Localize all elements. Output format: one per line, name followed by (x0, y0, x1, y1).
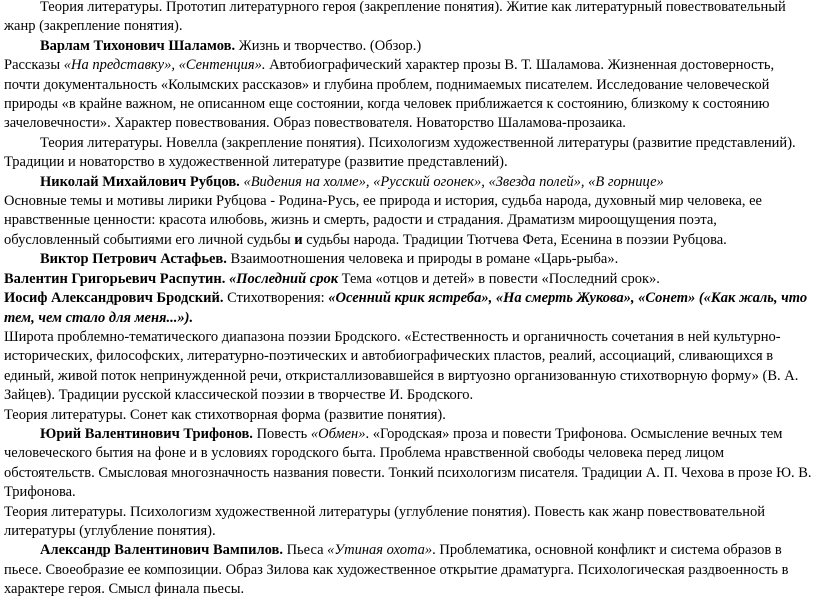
paragraph-rubtsov-body (4, 192, 812, 250)
author-name: Валентин Григорьевич Распутин. (4, 270, 226, 287)
text: Основные темы и мотивы лирики Рубцова - Родина-Русь, ее природа и история, судьба народа, духовный мир человека, ее нравственные ценности: красота илюбовь, жизнь и смерть, радости и страдания. Драматизм мироощущения поэта, обусловленный событиями его личной судьбы (4, 193, 762, 248)
paragraph-rubtsov-heading (4, 173, 812, 192)
work-titles: «Видения на холме», «Русский огонек», «Звезда полей», «В горнице» (239, 173, 664, 190)
paragraph-theory-1 (4, 0, 812, 37)
author-name: Александр Валентинович Вампилов. (40, 542, 283, 559)
text: судьбы народа. Традиции Тютчева Фета, Есенина в поэзии Рубцова. (302, 231, 727, 248)
text: Жизнь и творчество. (Обзор.) (235, 37, 422, 54)
emphasis: и (294, 231, 303, 248)
paragraph-theory-sonnet (4, 406, 812, 425)
author-name: Николай Михайлович Рубцов. (40, 173, 240, 190)
paragraph-shalamov-heading (4, 37, 812, 56)
text: Автобиографический характер прозы В. Т. Шаламова. Жизненная достоверность, почти документальность «Колымских рассказов» и глубина проблем, поднимаемых писателем. Исследование человеческой природы «в крайне важном, не описанном еще состоянии, когда человек приближается к состоянию, близкому к состоянию зачеловечности». Характер повествования. Образ повествователя. Новаторство Шаламова-прозаика. (4, 57, 775, 132)
text: Стихотворения: (223, 290, 329, 307)
text: Повесть (252, 425, 311, 442)
paragraph-theory-3 (4, 503, 812, 542)
paragraph-rasputin (4, 270, 812, 289)
text: Пьеса (282, 542, 328, 559)
author-name: Иосиф Александрович Бродский. (4, 290, 224, 307)
work-titles: «Осенний крик ястреба», «На смерть Жукова», «Сонет» («Как жаль, что тем, чем стало для меня...»). (4, 290, 808, 326)
text: Взаимоотношения человека и природы в романе «Царь-рыба». (226, 251, 619, 268)
text: Теория литературы. Прототип литературного героя (закрепление понятия). Житие как литературный повествовательный жанр (закрепление понятия). (4, 0, 786, 35)
text: . «Городская» проза и повести Трифонова. Осмысление вечных тем человеческого бытия на фоне и в условиях городского быта. Проблема нравственной свободы человека перед лицом обстоятельств. Смысловая многозначность названия повести. Тонкий психологизм писателя. Традиции А. П. Чехова в прозе Ю. В. Трифонова. (4, 425, 812, 501)
work-titles: «Обмен» (310, 425, 366, 442)
paragraph-brodsky-body (4, 328, 812, 406)
author-name: Виктор Петрович Астафьев. (40, 251, 227, 268)
text: Широта проблемно-тематического диапазона поэзии Бродского. «Естественность и органичность сочетания в ней культурно-исторических, философских, литературно-поэтических и автобиографических пластов, реалий, ассоциаций, сливающихся в единый, живой поток непринужденной речи, откристаллизовавшейся в виртуозно организованную стихотворную форму» (В. А. Зайцев). Традиции русской классической поэзии в творчестве И. Бродского. (4, 328, 799, 404)
text: Теория литературы. Новелла (закрепление понятия). Психологизм художественной литературы (развитие представлений). Традиции и новаторство в художественной литературе (развитие представлений). (4, 134, 796, 171)
paragraph-shalamov-body (4, 56, 812, 134)
text: Тема «отцов и детей» в повести «Последний срок». (338, 270, 660, 287)
text: Теория литературы. Психологизм художественной литературы (углубление понятия). Повесть как жанр повествовательной литературы (углубление понятия). (4, 503, 765, 539)
document-page (4, 0, 812, 600)
paragraph-vampilov (4, 541, 812, 599)
work-titles: «Последний срок (225, 270, 339, 287)
paragraph-astafiev (4, 250, 812, 269)
work-titles: «Утиная охота» (327, 542, 433, 559)
author-name: Варлам Тихонович Шаламов. (40, 37, 236, 54)
text: Теория литературы. Сонет как стихотворная форма (развитие понятия). (4, 406, 446, 423)
text: . Проблематика, основной конфликт и система образов в пьесе. Своеобразие ее композиции. Образ Зилова как художественное открытие драматурга. Психологическая раздвоенность в характере героя. Смысл финала пьесы. (4, 542, 789, 598)
paragraph-brodsky-heading (4, 289, 812, 328)
text: Рассказы (4, 57, 64, 74)
author-name: Юрий Валентинович Трифонов. (40, 425, 253, 442)
work-titles: «На представку», «Сентенция». (63, 57, 266, 74)
paragraph-trifonov (4, 425, 812, 503)
paragraph-theory-2 (4, 134, 812, 173)
